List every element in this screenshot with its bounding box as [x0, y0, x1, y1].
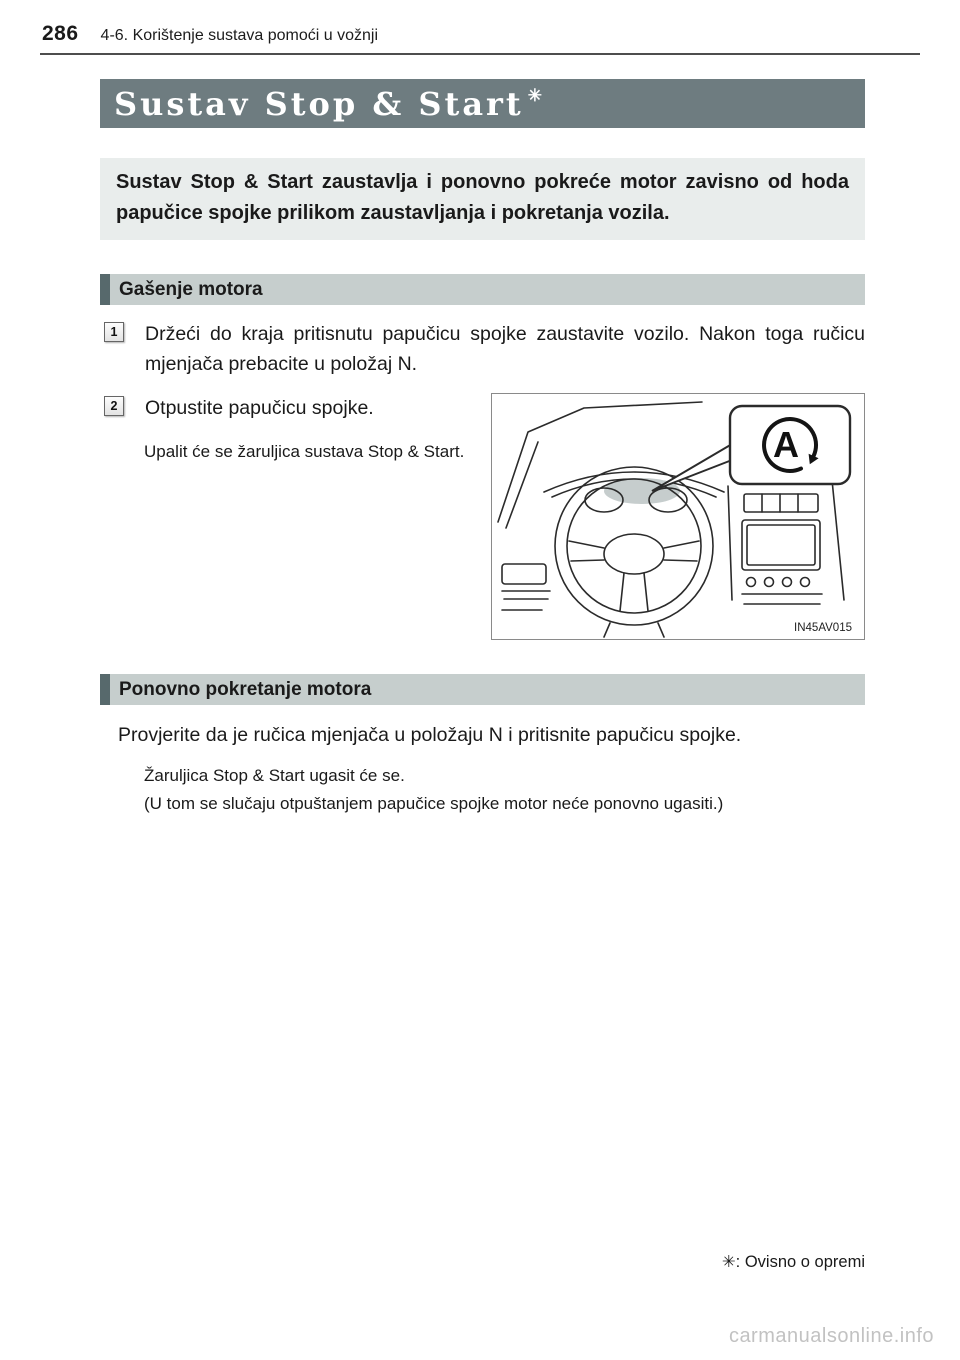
title-asterisk: ✳	[527, 86, 542, 106]
chapter-title: 4-6. Korištenje sustava pomoći u vožnji	[100, 27, 379, 44]
step-1	[104, 319, 865, 379]
step-2-note: Upalit će se žaruljica sustava Stop & Start.	[144, 441, 465, 461]
title-bar	[100, 79, 865, 128]
page-number: 286	[42, 22, 79, 45]
page-header	[0, 0, 960, 46]
restart-note-1: Žaruljica Stop & Start ugasit će se.	[144, 765, 405, 785]
section-accent-square	[100, 674, 110, 705]
callout-pointer	[652, 444, 732, 491]
section-header-engine-off	[100, 274, 865, 305]
restart-note-2: (U tom se slučaju otpuštanjem papučice spojke motor neće ponovno ugasiti.)	[144, 794, 724, 814]
intro-box	[100, 158, 865, 240]
restart-notes	[144, 763, 865, 817]
watermark: carmanualsonline.info	[728, 1325, 934, 1347]
section-header-restart	[100, 674, 865, 705]
step-2-number-badge: 2	[104, 396, 124, 416]
figure-code-label: IN45AV015	[794, 622, 852, 635]
dashboard-illustration	[492, 394, 862, 639]
step-2-text: Otpustite papučicu spojke.	[145, 397, 374, 420]
step-1-number-badge: 1	[104, 322, 124, 342]
content	[100, 79, 865, 817]
step-2-column	[100, 393, 491, 640]
stop-start-figure	[491, 393, 865, 640]
indicator-letter: A	[773, 424, 799, 466]
equipment-footnote: ✳: Ovisno o opremi	[721, 1253, 865, 1271]
header-divider	[40, 53, 920, 55]
step-2-row	[100, 393, 865, 640]
section-accent-square	[100, 274, 110, 305]
intro-text: Sustav Stop & Start zaustavlja i ponovno pokreće motor zavisno od hoda papučice spojke prilikom zaustavljanja i pokretanja vozila.	[116, 171, 849, 224]
section-title-engine-off: Gašenje motora	[119, 278, 263, 300]
step-2	[104, 393, 477, 423]
step-1-text: Držeći do kraja pritisnutu papučicu spojke zaustavite vozilo. Nakon toga ručicu mjenjača prebacite u položaj N.	[145, 323, 865, 376]
section-title-restart: Ponovno pokretanje motora	[119, 678, 372, 700]
page-title: Sustav Stop & Start	[114, 84, 524, 123]
restart-text: Provjerite da je ručica mjenjača u položaju N i pritisnite papučicu spojke.	[118, 724, 742, 747]
